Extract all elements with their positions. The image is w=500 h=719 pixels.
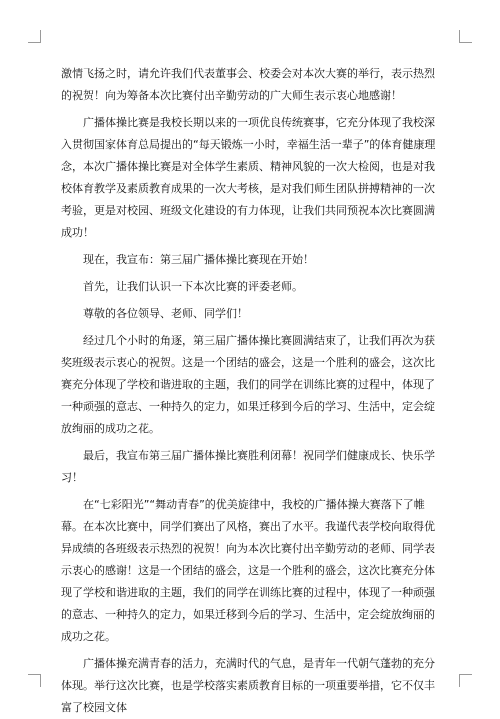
paragraph-opening: 激情飞扬之时，请允许我们代表董事会、校委会对本次大赛的举行，表示热烈的祝贺！向为筹备本次比赛付出辛勤劳动的广大师生表示衷心地感谢！ — [61, 67, 435, 102]
crop-mark-bottom-left — [28, 674, 41, 687]
paragraph-conclusion: 经过几个小时的角逐，第三届广播体操比赛圆满结束了，让我们再次为获奖班级表示衷心的祝贺。这是一个团结的盛会，这是一个胜利的盛会，这次比赛充分体现了学校和谐进取的主题，我们的同学在训练比赛的过程中，体现了一种顽强的意志、一种持久的定力，如果迁移到今后的学习、生活中，定会绽放绚丽的成功之花。 — [61, 334, 435, 435]
paragraph-tradition: 广播体操比赛是我校长期以来的一项优良传统赛事，它充分体现了我校深入贯彻国家体育总局提出的“每天锻炼一小时，幸福生活一辈子”的体育健康理念，本次广播体操比赛是对全体学生素质、精神风貌的一次大检阅，也是对我校体育教学及素质教育成果的一次大考核，是对我们师生团队拼搏精神的一次考验，更是对校园、班级文化建设的有力体现，让我们共同预祝本次比赛圆满成功！ — [61, 116, 436, 239]
crop-mark-top-right — [459, 30, 472, 43]
paragraph-summary: 在“七彩阳光”“舞动青春”的优美旋律中，我校的广播体操大赛落下了帷幕。在本次比赛中，同学们赛出了风格，赛出了水平。我谨代表学校向取得优异成绩的各班级表示热烈的祝贺！向为本次比赛付出辛勤劳动的老师、同学表示衷心的感谢！这是一个团结的盛会，这是一个胜利的盛会，这次比赛充分体现了学校和谐进取的主题，我们的同学在训练比赛的过程中，体现了一种顽强的意志、一种持久的定力，如果迁移到今后的学习、生活中，定会绽放绚丽的成功之花。 — [61, 498, 435, 643]
paragraph-announce-start: 现在，我宣布：第三届广播体操比赛现在开始！ — [83, 253, 314, 266]
paragraph-judges: 首先，让我们认识一下本次比赛的评委老师。 — [83, 280, 303, 293]
crop-mark-top-left — [28, 30, 41, 43]
paragraph-closing: 最后，我宣布第三届广播体操比赛胜利闭幕！祝同学们健康成长、快乐学习！ — [61, 449, 435, 484]
paragraph-vitality: 广播体操充满青春的活力，充满时代的气息，是青年一代朝气蓬勃的充分体现。举行这次比赛，也是学校落实素质教育目标的一项重要举措，它不仅丰富了校园文体 — [61, 657, 435, 714]
paragraph-greeting: 尊敬的各位领导、老师、同学们！ — [83, 307, 248, 320]
document-body — [61, 63, 445, 719]
crop-mark-bottom-right — [459, 674, 472, 687]
